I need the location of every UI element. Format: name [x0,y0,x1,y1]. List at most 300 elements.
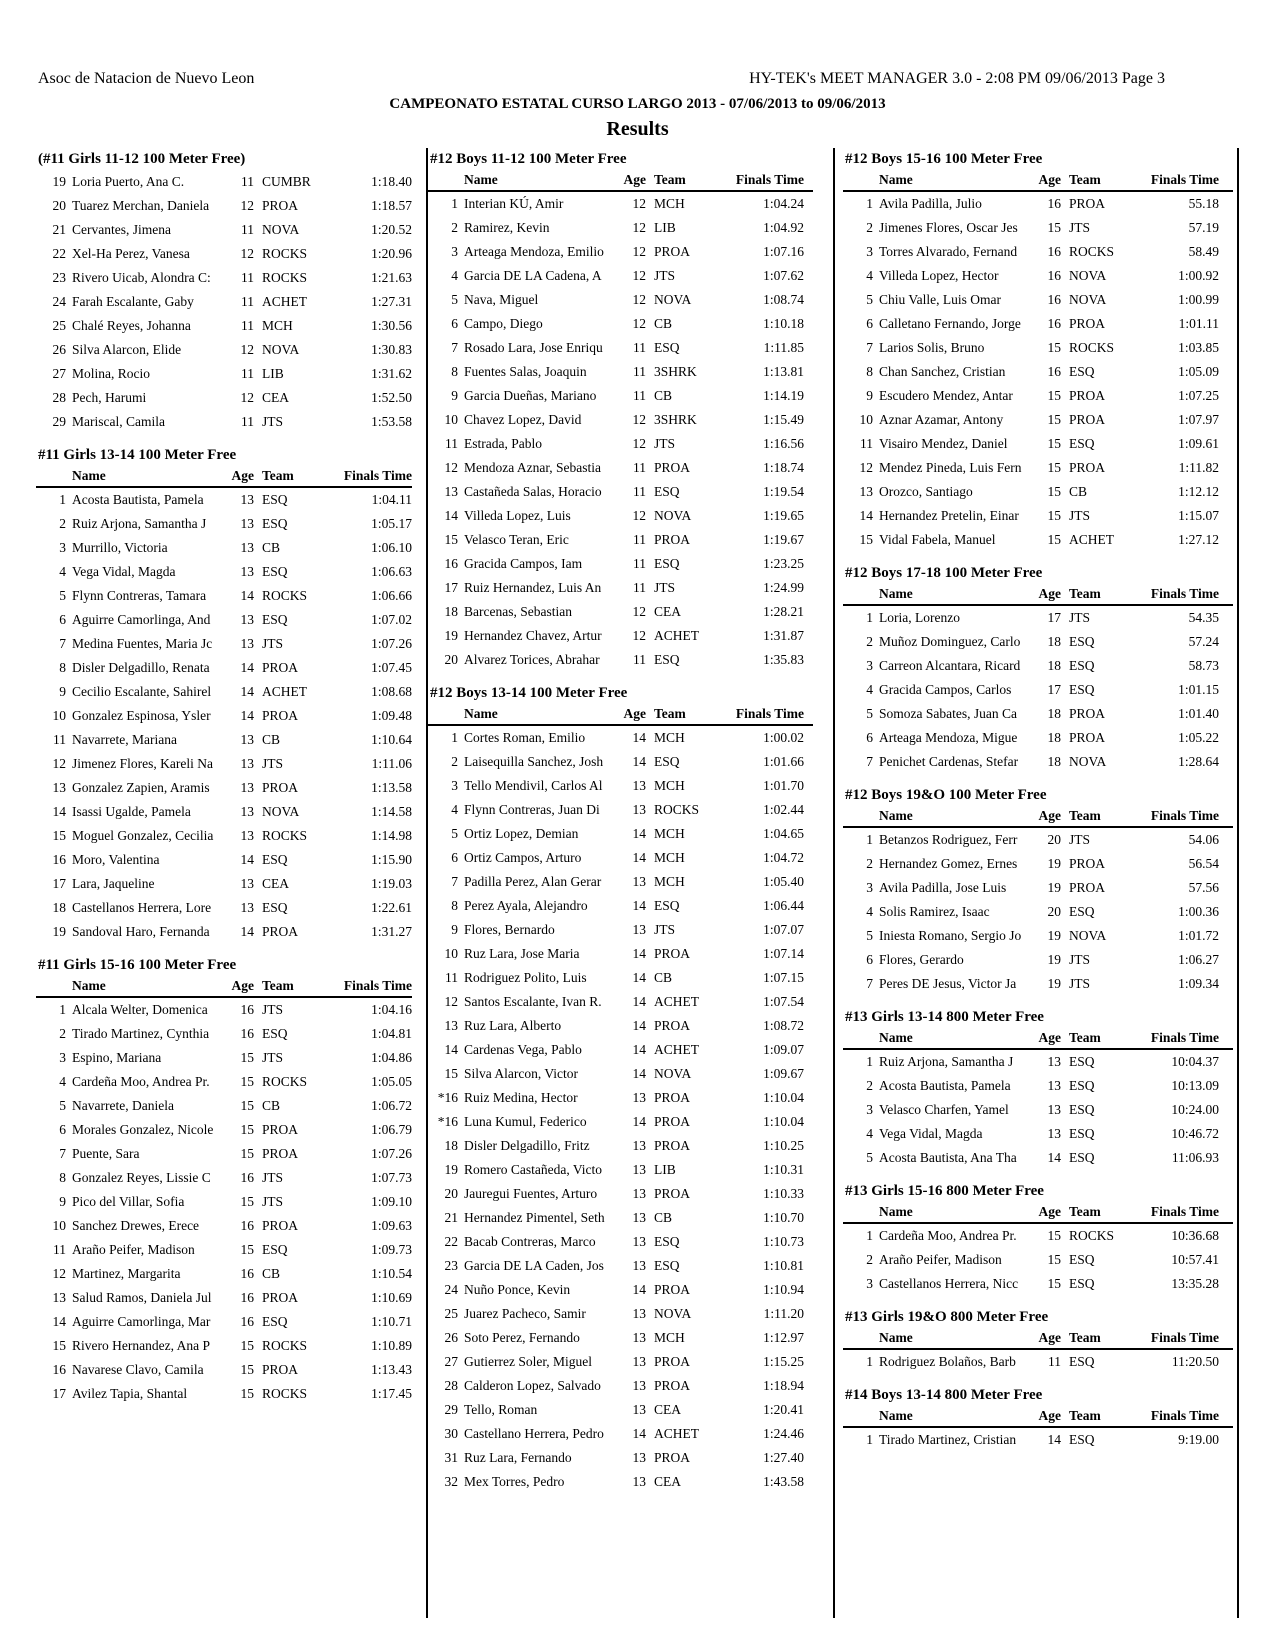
place: 1 [451,196,458,211]
place: 10 [859,412,873,427]
table-row [428,774,813,798]
age: 14 [240,684,254,699]
swimmer-name: Flores, Gerardo [879,952,964,967]
team: JTS [1069,976,1091,991]
table-row [428,966,813,990]
place: 21 [52,222,66,237]
team: ESQ [1069,904,1095,919]
place: 6 [451,316,458,331]
swimmer-name: Pico del Villar, Sofia [72,1194,185,1209]
event-results [36,954,412,1406]
team: MCH [654,730,685,745]
table-row [428,1086,813,1110]
place: 5 [59,588,66,603]
team: ACHET [654,628,699,643]
column-divider [1237,148,1239,1618]
place: 9 [451,388,458,403]
team: ESQ [1069,1054,1095,1069]
event-results [36,444,412,944]
place: 3 [866,1102,873,1117]
finals-time: 1:10.94 [763,1282,804,1297]
place: 1 [866,1228,873,1243]
team: PROA [654,1138,691,1153]
team: ESQ [1069,1252,1095,1267]
place: 6 [59,1122,66,1137]
age: 16 [240,1266,254,1281]
place: 4 [866,268,873,283]
table-row [428,552,813,576]
swimmer-name: Acosta Bautista, Pamela [879,1078,1011,1093]
table-row [843,360,1233,384]
team: NOVA [1069,754,1107,769]
swimmer-name: Pech, Harumi [72,390,147,405]
swimmer-name: Romero Castañeda, Victo [464,1162,603,1177]
swimmer-name: Disler Delgadillo, Fritz [464,1138,590,1153]
place: 6 [866,730,873,745]
place: 11 [445,436,458,451]
table-row [36,386,412,410]
place: 1 [59,492,66,507]
meet-title: CAMPEONATO ESTATAL CURSO LARGO 2013 - 07/06/2013 to 09/06/2013 [389,96,886,112]
swimmer-name: Nava, Miguel [464,292,539,307]
age: 13 [632,1354,646,1369]
finals-time: 10:46.72 [1171,1126,1219,1141]
team: NOVA [1069,292,1107,307]
swimmer-name: Castellanos Herrera, Lore [72,900,212,915]
finals-time: 1:11.85 [763,340,804,355]
table-row [843,678,1233,702]
age: 12 [240,246,254,261]
table-row [428,1254,813,1278]
team: CUMBR [262,174,311,189]
swimmer-name: Larios Solis, Bruno [879,340,985,355]
team: CB [262,1266,281,1281]
swimmer-name: Molina, Rocio [72,366,150,381]
finals-time: 54.06 [1188,832,1219,847]
finals-time: 58.49 [1188,244,1219,259]
team: ESQ [262,1314,288,1329]
swimmer-name: Aznar Azamar, Antony [879,412,1004,427]
finals-time: 1:21.63 [371,270,412,285]
place: 2 [451,754,458,769]
age: 13 [632,778,646,793]
table-row [428,1326,813,1350]
event-title: #12 Boys 13-14 100 Meter Free [430,685,628,701]
swimmer-name: Solis Ramirez, Isaac [879,904,990,919]
team: ESQ [1069,1126,1095,1141]
table-row [428,336,813,360]
team: ROCKS [1069,244,1115,259]
finals-time: 1:23.25 [763,556,804,571]
age: 11 [241,294,254,309]
event-results [843,1306,1233,1374]
place: 2 [866,856,873,871]
swimmer-name: Silva Alarcon, Elide [72,342,182,357]
team: NOVA [654,508,692,523]
header-age: Age [1038,1030,1061,1045]
swimmer-name: Perez Ayala, Alejandro [464,898,588,913]
table-row [428,1374,813,1398]
age: 15 [240,1242,254,1257]
header-place [843,170,879,190]
age: 13 [240,732,254,747]
age: 13 [632,1378,646,1393]
header-name: Name [464,706,498,721]
swimmer-name: Araño Peifer, Madison [72,1242,195,1257]
finals-time: 1:18.74 [763,460,804,475]
finals-time: 1:10.25 [763,1138,804,1153]
age: 12 [240,390,254,405]
finals-time: 1:09.63 [371,1218,412,1233]
age: 13 [632,1162,646,1177]
header-age: Age [231,978,254,993]
finals-time: 1:07.14 [763,946,804,961]
swimmer-name: Fuentes Salas, Joaquin [464,364,587,379]
age: 15 [1047,484,1061,499]
header-team: Team [1069,172,1101,187]
finals-time: 1:04.24 [763,196,804,211]
place: 29 [52,414,66,429]
team: JTS [262,1050,284,1065]
table-row [843,504,1233,528]
finals-time: 1:01.66 [763,754,804,769]
table-row [36,896,412,920]
age: 13 [632,1330,646,1345]
place: 1 [866,196,873,211]
age: 19 [1047,976,1061,991]
team: CB [262,1098,281,1113]
table-row [36,656,412,680]
table-row [843,216,1233,240]
swimmer-name: Gutierrez Soler, Miguel [464,1354,593,1369]
age: 16 [1047,292,1061,307]
age: 11 [633,460,646,475]
place: 4 [866,904,873,919]
table-row [36,800,412,824]
age: 13 [632,1474,646,1489]
team: JTS [262,756,284,771]
table-row [428,312,813,336]
team: ESQ [1069,1078,1095,1093]
table-row [36,410,412,434]
swimmer-name: Peres DE Jesus, Victor Ja [879,976,1017,991]
swimmer-name: Ruiz Arjona, Samantha J [879,1054,1014,1069]
swimmer-name: Orozco, Santiago [879,484,973,499]
finals-time: 1:18.57 [371,198,412,213]
table-row [428,480,813,504]
finals-time: 1:06.27 [1178,952,1219,967]
table-header [428,170,813,192]
place: 5 [451,292,458,307]
place: 1 [866,1054,873,1069]
place: 18 [444,1138,458,1153]
finals-time: 1:04.92 [763,220,804,235]
swimmer-name: Laisequilla Sanchez, Josh [464,754,604,769]
table-row [428,750,813,774]
place: 14 [52,1314,66,1329]
table-row [36,362,412,386]
header-team: Team [1069,1408,1101,1423]
team: PROA [1069,880,1106,895]
age: 11 [241,270,254,285]
finals-time: 1:13.81 [763,364,804,379]
age: 13 [240,564,254,579]
finals-time: 1:06.44 [763,898,804,913]
age: 13 [240,636,254,651]
age: 15 [1047,436,1061,451]
swimmer-name: Flynn Contreras, Tamara [72,588,207,603]
team: CEA [262,390,289,405]
swimmer-name: Barcenas, Sebastian [464,604,572,619]
table-row [843,1050,1233,1074]
team: ACHET [262,684,307,699]
table-row [843,288,1233,312]
swimmer-name: Xel-Ha Perez, Vanesa [72,246,190,261]
age: 15 [240,1050,254,1065]
swimmer-name: Martinez, Margarita [72,1266,181,1281]
place: 2 [866,1252,873,1267]
team: ESQ [262,612,288,627]
swimmer-name: Alcala Welter, Domenica [72,1002,208,1017]
table-header [843,170,1233,192]
table-row [36,338,412,362]
age: 14 [632,1114,646,1129]
age: 13 [240,828,254,843]
table-row [36,194,412,218]
finals-time: 1:04.65 [763,826,804,841]
header-name: Name [879,1030,913,1045]
swimmer-name: Betanzos Rodriguez, Ferr [879,832,1018,847]
team: PROA [1069,412,1106,427]
swimmer-name: Tuarez Merchan, Daniela [72,198,210,213]
place: 4 [866,1126,873,1141]
team: PROA [654,1186,691,1201]
age: 15 [1047,1228,1061,1243]
swimmer-name: Disler Delgadillo, Renata [72,660,210,675]
place: 6 [866,952,873,967]
swimmer-name: Cardenas Vega, Pablo [464,1042,582,1057]
age: 11 [633,532,646,547]
table-row [843,1272,1233,1296]
age: 14 [632,946,646,961]
event-results [428,148,813,672]
table-row [36,1166,412,1190]
table-row [36,1238,412,1262]
table-row [36,1118,412,1142]
age: 15 [1047,340,1061,355]
swimmer-name: Cardeña Moo, Andrea Pr. [879,1228,1017,1243]
table-row [843,900,1233,924]
team: ESQ [654,754,680,769]
table-row [428,384,813,408]
age: 12 [632,436,646,451]
age: 11 [241,174,254,189]
swimmer-name: Isassi Ugalde, Pamela [72,804,191,819]
swimmer-name: Acosta Bautista, Pamela [72,492,204,507]
table-row [36,584,412,608]
swimmer-name: Bacab Contreras, Marco [464,1234,596,1249]
finals-time: 1:07.02 [371,612,412,627]
place: 8 [866,364,873,379]
place: 2 [59,1026,66,1041]
table-row [428,288,813,312]
header-team: Team [262,978,294,993]
event-title: #12 Boys 19&O 100 Meter Free [845,787,1047,803]
swimmer-name: Cecilio Escalante, Sahirel [72,684,212,699]
team: ESQ [262,516,288,531]
header-place [843,1406,879,1426]
swimmer-name: Sanchez Drewes, Erece [72,1218,200,1233]
table-row [428,1302,813,1326]
table-row [843,1098,1233,1122]
finals-time: 1:04.16 [371,1002,412,1017]
team: PROA [262,1362,299,1377]
header-time: Finals Time [1150,586,1219,601]
age: 15 [240,1194,254,1209]
header-name: Name [879,808,913,823]
team: NOVA [1069,268,1107,283]
team: PROA [1069,856,1106,871]
team: ACHET [262,294,307,309]
finals-time: 1:09.61 [1178,436,1219,451]
team: ESQ [1069,634,1095,649]
age: 13 [632,1234,646,1249]
table-row [428,408,813,432]
table-row [843,432,1233,456]
place: 5 [451,826,458,841]
finals-time: 1:06.79 [371,1122,412,1137]
swimmer-name: Hernandez Pretelin, Einar [879,508,1019,523]
place: 19 [52,174,66,189]
header-age: Age [1038,1408,1061,1423]
table-row [428,1350,813,1374]
header-name: Name [879,1204,913,1219]
table-header [36,466,412,488]
finals-time: 1:06.72 [371,1098,412,1113]
age: 12 [240,342,254,357]
team: ESQ [1069,1276,1095,1291]
swimmer-name: Ruiz Medina, Hector [464,1090,578,1105]
table-row [843,1350,1233,1374]
age: 18 [1047,730,1061,745]
swimmer-name: Moro, Valentina [72,852,160,867]
team: CB [262,540,281,555]
table-row [428,846,813,870]
age: 13 [240,492,254,507]
age: 15 [240,1146,254,1161]
finals-time: 1:10.81 [763,1258,804,1273]
swimmer-name: Mex Torres, Pedro [464,1474,565,1489]
team: JTS [654,268,676,283]
place: 9 [451,922,458,937]
header-team: Team [1069,1204,1101,1219]
table-row [36,752,412,776]
team: ESQ [654,1234,680,1249]
team: ROCKS [654,802,700,817]
table-row [843,336,1233,360]
place: 13 [52,1290,66,1305]
place: 18 [444,604,458,619]
finals-time: 1:18.40 [371,174,412,189]
swimmer-name: Lara, Jaqueline [72,876,155,891]
team: NOVA [654,1066,692,1081]
place: 19 [444,1162,458,1177]
event-results [428,682,813,1494]
results-column-2 [428,148,813,1504]
finals-time: 1:01.72 [1178,928,1219,943]
header-age: Age [231,468,254,483]
table-row [36,218,412,242]
table-row [428,576,813,600]
swimmer-name: Velasco Charfen, Yamel [879,1102,1009,1117]
place: 12 [52,756,66,771]
finals-time: 1:11.82 [1178,460,1219,475]
team: JTS [262,636,284,651]
team: ESQ [1069,1432,1095,1447]
team: ESQ [262,900,288,915]
team: ACHET [654,1042,699,1057]
event-title: #11 Girls 13-14 100 Meter Free [38,447,237,463]
finals-time: 1:28.21 [763,604,804,619]
place: 4 [59,1074,66,1089]
table-row [843,750,1233,774]
age: 14 [632,970,646,985]
team: ROCKS [262,828,308,843]
event-results [843,1180,1233,1296]
swimmer-name: Aguirre Camorlinga, Mar [72,1314,211,1329]
table-row [36,1358,412,1382]
team: PROA [654,460,691,475]
header-team: Team [1069,586,1101,601]
swimmer-name: Jimenes Flores, Oscar Jes [879,220,1018,235]
header-place [36,466,72,486]
place: 10 [444,946,458,961]
finals-time: 1:07.07 [763,922,804,937]
finals-time: 1:19.67 [763,532,804,547]
team: ROCKS [1069,1228,1115,1243]
place: 17 [52,1386,66,1401]
place: *16 [437,1090,458,1105]
place: 9 [866,388,873,403]
age: 12 [632,508,646,523]
table-row [843,456,1233,480]
place: 4 [866,682,873,697]
place: 23 [52,270,66,285]
organization-name: Asoc de Natacion de Nuevo Leon [38,70,255,87]
age: 15 [1047,508,1061,523]
table-row [843,1224,1233,1248]
place: 14 [859,508,873,523]
finals-time: 10:36.68 [1171,1228,1219,1243]
team: MCH [654,874,685,889]
team: JTS [1069,952,1091,967]
finals-time: 1:19.65 [763,508,804,523]
swimmer-name: Chiu Valle, Luis Omar [879,292,1001,307]
team: 3SHRK [654,364,697,379]
age: 18 [1047,634,1061,649]
table-row [843,1074,1233,1098]
table-row [843,924,1233,948]
table-row [428,990,813,1014]
team: JTS [1069,508,1091,523]
finals-time: 10:04.37 [1171,1054,1219,1069]
finals-time: 1:27.40 [763,1450,804,1465]
age: 11 [633,388,646,403]
place: 4 [451,802,458,817]
age: 20 [1047,904,1061,919]
place: 4 [451,268,458,283]
header-team: Team [1069,1030,1101,1045]
